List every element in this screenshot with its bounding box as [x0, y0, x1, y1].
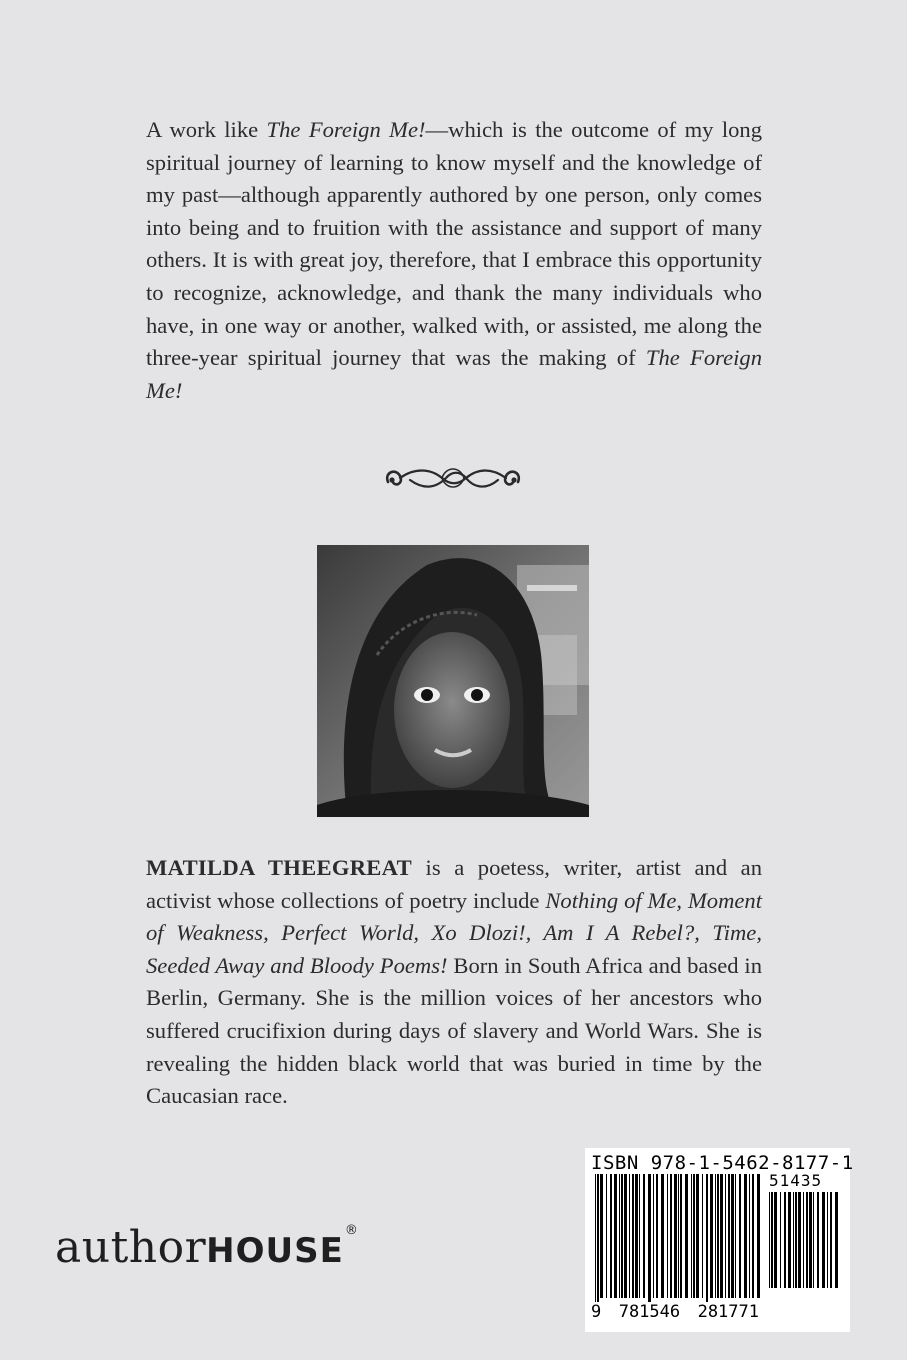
blurb-text-2: —which is the outcome of my long spiritual journey of learning to know myself and the knowledge of my past—although apparently authored by one person, only comes into being and to fruition with the assistance and support of many others. It is with great joy, therefore, that I embrace this opportunity to recognize, acknowledge, and thank the many individuals who have, in one way or another, walked with, or assisted, me along the three-year spiritual journey that was the making of [146, 117, 763, 371]
registered-mark: ® [344, 1223, 358, 1238]
barcode-bar [749, 1174, 750, 1298]
barcode-bar [835, 1192, 838, 1288]
barcode-bar [674, 1174, 677, 1298]
barcode-bar [600, 1174, 603, 1298]
barcode-bar [725, 1174, 726, 1298]
barcode-digits-left: 781546 [618, 1302, 681, 1322]
barcode-bar [632, 1174, 634, 1298]
barcode-bar [653, 1174, 654, 1298]
barcode-bar [629, 1174, 630, 1298]
barcode-bar [784, 1192, 786, 1288]
barcode-bar [803, 1192, 804, 1288]
barcode-bar [817, 1192, 819, 1288]
author-photo [317, 545, 589, 817]
barcode-bar [735, 1174, 736, 1298]
barcode-bar [744, 1174, 747, 1298]
barcode-bar [774, 1192, 777, 1288]
barcode-bar [595, 1174, 596, 1306]
addon-code: 51435 [769, 1171, 823, 1190]
barcode-digits [591, 1302, 759, 1322]
barcode-digits-right: 281771 [697, 1302, 759, 1322]
barcode-bar [757, 1174, 760, 1298]
barcode-bar [621, 1174, 623, 1298]
barcode-bar [597, 1174, 599, 1306]
blurb-paragraph [146, 114, 762, 407]
barcode-bar [809, 1192, 812, 1288]
author-name: MATILDA THEEGREAT [146, 855, 412, 880]
barcode-bar [670, 1174, 672, 1298]
barcode-bar [706, 1174, 708, 1306]
barcode-bar [635, 1174, 638, 1298]
barcode-bar [643, 1174, 645, 1298]
barcode-bar [771, 1192, 773, 1288]
author-portrait-icon [317, 545, 589, 817]
barcode-bar [624, 1174, 627, 1298]
barcode-bar [639, 1174, 640, 1298]
barcode-bar [667, 1174, 668, 1298]
barcode-bar [678, 1174, 679, 1298]
isbn-label: ISBN 978-1-5462-8177-1 [591, 1152, 854, 1174]
author-bio [146, 852, 762, 1113]
barcode-bar [693, 1174, 695, 1298]
barcode-bar [827, 1192, 828, 1288]
book-title-2: The Foreign Me! [146, 345, 762, 403]
barcode-bar [720, 1174, 723, 1298]
barcode-bar [728, 1174, 730, 1298]
barcode-bar [619, 1174, 620, 1298]
barcode-bar [798, 1192, 801, 1288]
barcode-bar [696, 1174, 699, 1298]
barcode-bar [822, 1192, 825, 1288]
barcode-bar [710, 1174, 713, 1298]
publisher-logo-house: HOUSE [206, 1231, 344, 1271]
isbn-barcode [585, 1148, 854, 1332]
addon-barcode-bars [767, 1192, 843, 1322]
barcode-bar [685, 1174, 688, 1298]
barcode-bar [717, 1174, 719, 1298]
publisher-logo-author: author [55, 1222, 207, 1273]
barcode-bar [780, 1192, 781, 1288]
barcode-bar [813, 1192, 814, 1288]
ean-barcode-bars [593, 1174, 763, 1306]
barcode-bar [656, 1174, 658, 1298]
barcode-bar [614, 1174, 617, 1298]
publisher-logo [55, 1222, 358, 1278]
barcode-bar [830, 1192, 832, 1288]
flourish-ornament-icon [380, 458, 526, 498]
barcode-bar [739, 1174, 741, 1298]
barcode-bar [769, 1192, 770, 1288]
barcode-bar [752, 1174, 754, 1298]
barcode-bar [702, 1174, 703, 1298]
barcode-bar [606, 1174, 607, 1298]
barcode-bar [793, 1192, 794, 1288]
barcode-bar [731, 1174, 734, 1298]
poetry-collections: Nothing of Me, Moment of Weakness, Perfect World, Xo Dlozi!, Am I A Rebel?, Time, Seeded Away and Bloody Poems! [146, 887, 763, 978]
barcode-bar [691, 1174, 692, 1298]
barcode-bar [788, 1192, 791, 1288]
barcode-bar [610, 1174, 612, 1298]
barcode-bar [661, 1174, 664, 1298]
barcode-bar [648, 1174, 651, 1306]
bio-rest: Born in South Africa and based in Berlin, Germany. She is the million voices of her ancestors who suffered crucifixion during days of slavery and World Wars. She is revealing the hidden black world that was buried in time by the Caucasian race. [146, 952, 762, 1109]
barcode-digit-lead: 9 [591, 1302, 602, 1322]
barcode-bar [795, 1192, 797, 1288]
barcode-bar [806, 1192, 808, 1288]
barcode-bar [715, 1174, 716, 1298]
book-title-1: The Foreign Me! [266, 117, 426, 142]
barcode-bar [680, 1174, 682, 1298]
bio-intro: is a poetess, writer, artist and an activist whose collections of poetry include [146, 855, 762, 913]
blurb-text-1: A work like [146, 117, 267, 142]
